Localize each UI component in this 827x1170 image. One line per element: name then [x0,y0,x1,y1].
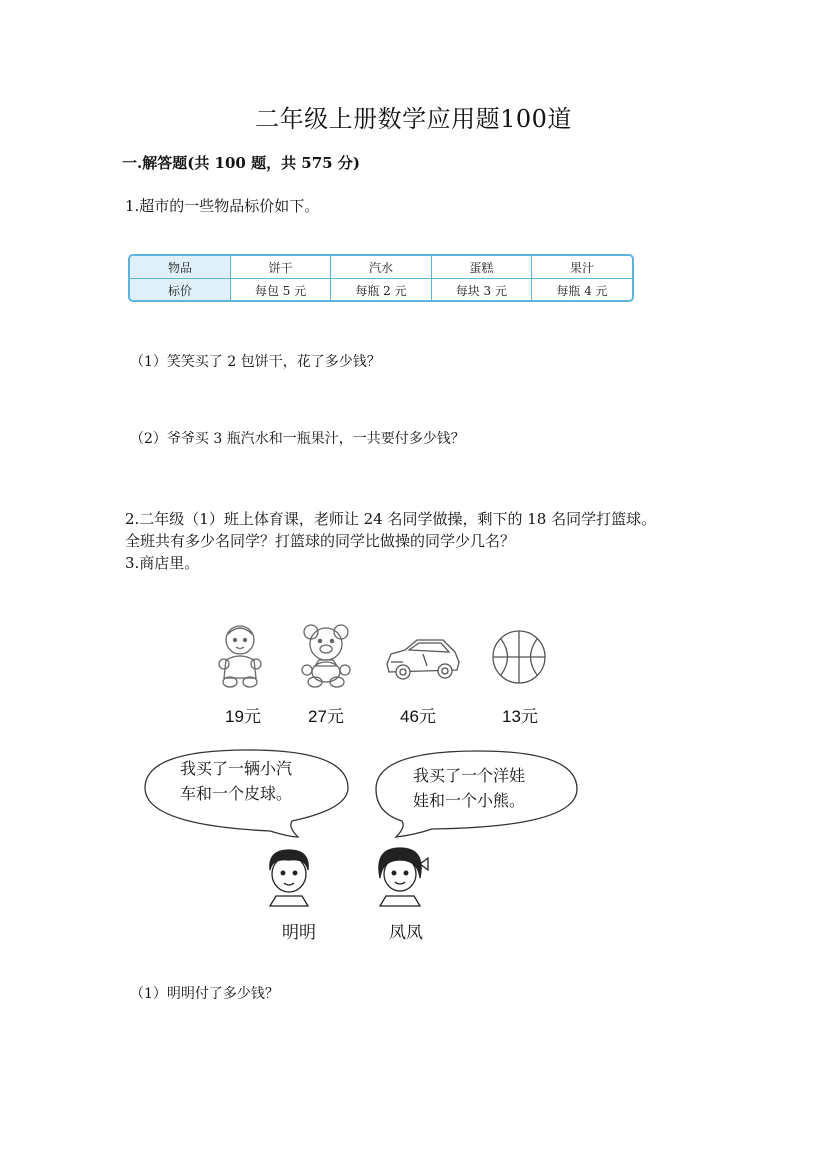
question-1-sub-2: （2）爷爷买 3 瓶汽水和一瓶果汁，一共要付多少钱？ [130,431,465,447]
toy-car-icon [383,632,463,682]
table-cell: 饼干 [230,256,330,279]
price-table-header-row [130,256,632,279]
table-cell: 物品 [130,256,230,279]
question-3-text: 3.商店里。 [125,554,200,572]
left-bubble-line-1: 我买了一辆小汽 [180,761,293,778]
question-2-line-2: 全班共有多少名同学？打篮球的同学比做操的同学少几名？ [125,532,516,550]
toy-car-price: 46元 [400,707,436,726]
question-3-sub-1: （1）明明付了多少钱？ [130,986,279,1002]
table-cell: 果汁 [532,256,632,279]
question-2-line-1: 2.二年级（1）班上体育课，老师让 24 名同学做操，剩下的 18 名同学打篮球。 [125,510,657,528]
question-1-sub-1: （1）笑笑买了 2 包饼干，花了多少钱？ [130,354,381,370]
ball-icon [490,628,548,686]
section-heading: 一.解答题(共 100 题，共 575 分) [122,154,360,172]
table-cell: 标价 [130,279,230,302]
ball-price: 13元 [502,707,538,726]
table-cell: 蛋糕 [431,256,531,279]
table-cell: 汽水 [331,256,431,279]
table-cell: 每块 3 元 [431,279,531,302]
price-table [128,254,634,302]
boy-icon [262,846,316,908]
table-cell: 每瓶 4 元 [532,279,632,302]
doll-price: 19元 [225,707,261,726]
doll-icon [210,620,270,690]
table-cell: 每瓶 2 元 [331,279,431,302]
table-cell: 每包 5 元 [230,279,330,302]
name-mingming: 明明 [282,923,316,942]
name-fengfeng: 凤凤 [389,923,423,942]
right-bubble-text [413,764,525,814]
price-table-price-row [130,279,632,302]
left-bubble-line-2: 车和一个皮球。 [180,786,293,803]
girl-icon [370,844,430,908]
teddy-bear-icon [295,622,357,688]
teddy-bear-price: 27元 [308,707,344,726]
left-bubble-text [180,757,292,807]
page-title: 二年级上册数学应用题100道 [255,105,572,133]
right-bubble-line-1: 我买了一个洋娃 [413,768,526,785]
right-bubble-line-2: 娃和一个小熊。 [413,793,526,810]
question-1-text: 1.超市的一些物品标价如下。 [125,197,320,215]
